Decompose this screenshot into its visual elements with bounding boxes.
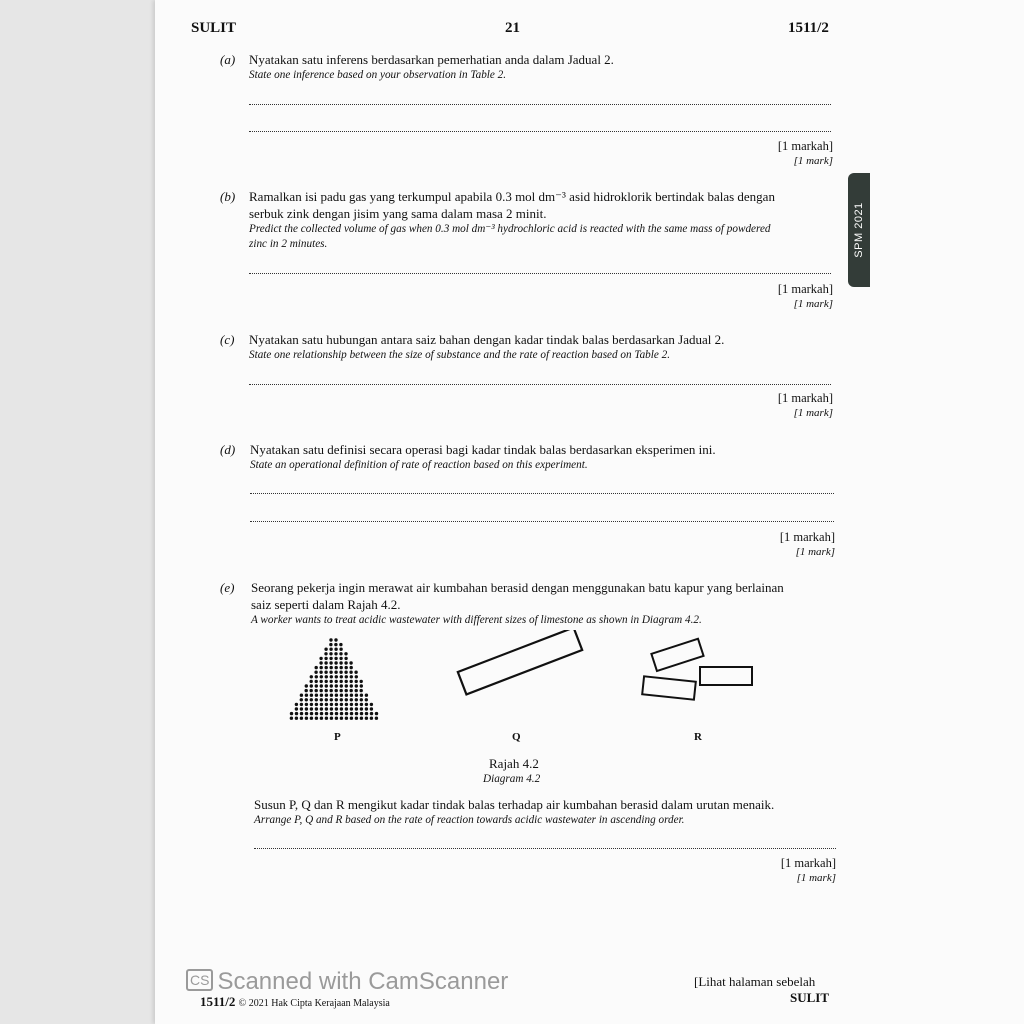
- powder-dot: [300, 717, 303, 720]
- powder-dot: [360, 689, 363, 692]
- powder-dot: [290, 712, 293, 715]
- question-d-label: (d): [220, 442, 236, 457]
- powder-dot: [305, 694, 308, 697]
- powder-dot: [310, 707, 313, 710]
- question-b-text-1: Ramalkan isi padu gas yang terkumpul apabila 0.3 mol dm⁻³ asid hidroklorik bertindak balas dengan: [249, 189, 775, 204]
- question-e-task: Susun P, Q dan R mengikut kadar tindak balas terhadap air kumbahan berasid dalam urutan menaik.: [254, 797, 775, 812]
- powder-dot: [339, 657, 342, 660]
- powder-dot: [330, 703, 333, 706]
- question-d-text: Nyatakan satu definisi secara operasi bagi kadar tindak balas berdasarkan eksperimen ini.: [250, 442, 716, 457]
- powder-dot: [310, 694, 313, 697]
- question-b-label: (b): [220, 189, 236, 204]
- powder-dot: [355, 680, 358, 683]
- question-b-english-1: Predict the collected volume of gas when 0.3 mol dm⁻³ hydrochloric acid is reacted with the same mass of powdered: [249, 223, 771, 235]
- powder-dot: [344, 657, 347, 660]
- header-page-number: 21: [505, 20, 520, 36]
- answer-line[interactable]: [249, 131, 831, 132]
- question-c-label: (c): [220, 332, 235, 347]
- powder-dot: [335, 684, 338, 687]
- powder-dot: [320, 698, 323, 701]
- powder-dot: [314, 671, 317, 674]
- powder-dot: [335, 717, 338, 720]
- powder-dot: [325, 698, 328, 701]
- powder-dot: [335, 712, 338, 715]
- powder-dot: [355, 689, 358, 692]
- powder-dot: [345, 717, 348, 720]
- powder-dot: [315, 680, 318, 683]
- powder-dot: [320, 680, 323, 683]
- powder-dot: [340, 689, 343, 692]
- question-d-marks: [1 markah] [1 mark]: [779, 530, 835, 558]
- powder-dot: [345, 703, 348, 706]
- powder-dot: [329, 648, 332, 651]
- powder-dot: [339, 652, 342, 655]
- powder-dot: [329, 671, 332, 674]
- powder-dot: [310, 712, 313, 715]
- powder-dot: [350, 698, 353, 701]
- powder-dot: [340, 707, 343, 710]
- powder-dot: [360, 703, 363, 706]
- powder-dot: [320, 712, 323, 715]
- powder-dot: [305, 717, 308, 720]
- powder-dot: [355, 712, 358, 715]
- powder-dot: [295, 707, 298, 710]
- powder-dot: [360, 698, 363, 701]
- header-paper-code: 1511/2: [788, 20, 829, 36]
- answer-line[interactable]: [249, 273, 831, 274]
- question-b-english-2: zinc in 2 minutes.: [249, 238, 328, 250]
- powder-dot: [355, 707, 358, 710]
- question-d-english: State an operational definition of rate of reaction based on this experiment.: [250, 459, 588, 471]
- powder-dot: [305, 703, 308, 706]
- powder-dot: [334, 671, 337, 674]
- footer-copyright: 1511/2 © 2021 Hak Cipta Kerajaan Malaysia: [200, 994, 390, 1009]
- powder-dot: [315, 712, 318, 715]
- footer-sulit: SULIT: [790, 990, 830, 1005]
- question-b-text-2: serbuk zink dengan jisim yang sama dalam masa 2 minit.: [249, 206, 547, 221]
- powder-dot: [335, 680, 338, 683]
- powder-dot: [340, 680, 343, 683]
- powder-dot: [365, 698, 368, 701]
- powder-dot: [340, 717, 343, 720]
- powder-dot: [325, 694, 328, 697]
- powder-dot: [339, 648, 342, 651]
- powder-dot: [330, 684, 333, 687]
- powder-dot: [375, 717, 378, 720]
- powder-dot: [310, 684, 313, 687]
- powder-dot: [350, 666, 353, 669]
- powder-dot: [345, 675, 348, 678]
- powder-dot: [310, 675, 313, 678]
- powder-dot: [345, 684, 348, 687]
- powder-dot: [349, 661, 352, 664]
- powder-dot: [325, 680, 328, 683]
- powder-dot: [315, 684, 318, 687]
- camscanner-logo: CS: [186, 969, 213, 991]
- powder-dot: [300, 694, 303, 697]
- limestone-block-q: [458, 630, 582, 694]
- powder-dot: [350, 689, 353, 692]
- powder-dot: [334, 638, 337, 641]
- powder-dot: [335, 689, 338, 692]
- question-e-text-1: Seorang pekerja ingin merawat air kumbahan berasid dengan menggunakan batu kapur yang berlainan: [251, 580, 784, 595]
- label-p: P: [334, 731, 341, 743]
- powder-dot: [300, 712, 303, 715]
- question-b-marks: [1 markah] [1 mark]: [777, 282, 833, 310]
- question-e-label: (e): [220, 580, 235, 595]
- powder-dot: [334, 643, 337, 646]
- answer-line[interactable]: [249, 384, 831, 385]
- powder-dot: [334, 648, 337, 651]
- question-e-marks: [1 markah] [1 mark]: [780, 856, 836, 884]
- powder-dot: [325, 707, 328, 710]
- powder-dot: [355, 684, 358, 687]
- powder-dot: [320, 684, 323, 687]
- powder-dot: [335, 703, 338, 706]
- header-sulit: SULIT: [191, 20, 237, 36]
- powder-dot: [305, 698, 308, 701]
- powder-dot: [325, 717, 328, 720]
- powder-dot: [300, 698, 303, 701]
- powder-dot: [324, 671, 327, 674]
- powder-dot: [355, 694, 358, 697]
- powder-dot: [345, 694, 348, 697]
- powder-dot: [350, 675, 353, 678]
- powder-dot: [315, 694, 318, 697]
- powder-dot: [360, 694, 363, 697]
- powder-dot: [340, 698, 343, 701]
- powder-dot: [320, 707, 323, 710]
- powder-dot: [335, 694, 338, 697]
- powder-dot: [330, 689, 333, 692]
- question-a-marks: [1 markah] [1 mark]: [777, 139, 833, 167]
- powder-dot: [319, 657, 322, 660]
- answer-line[interactable]: [250, 493, 834, 494]
- powder-dot: [360, 707, 363, 710]
- powder-dot: [320, 694, 323, 697]
- powder-dot: [344, 652, 347, 655]
- powder-dot: [355, 698, 358, 701]
- powder-dot: [349, 671, 352, 674]
- powder-dot: [370, 703, 373, 706]
- powder-dot: [315, 703, 318, 706]
- side-tab-label: SPM 2021: [853, 202, 865, 258]
- powder-dot: [305, 712, 308, 715]
- diagram-4-2: [280, 630, 780, 745]
- powder-dot: [344, 661, 347, 664]
- powder-dot: [320, 689, 323, 692]
- limestone-chips-r: [642, 639, 752, 700]
- powder-dot: [339, 661, 342, 664]
- powder-dot: [335, 675, 338, 678]
- exam-page: [155, 0, 1024, 1024]
- diagram-caption-english: Diagram 4.2: [483, 773, 541, 785]
- question-e-text-2: saiz seperti dalam Rajah 4.2.: [251, 597, 401, 612]
- powder-dot: [319, 661, 322, 664]
- powder-dot: [334, 652, 337, 655]
- powder-dot: [335, 666, 338, 669]
- camscanner-watermark: CS Scanned with CamScanner: [186, 968, 508, 996]
- powder-dot: [320, 666, 323, 669]
- limestone-powder-p: [290, 638, 379, 720]
- powder-dot: [324, 648, 327, 651]
- powder-dot: [370, 717, 373, 720]
- powder-dot: [325, 703, 328, 706]
- powder-dot: [324, 652, 327, 655]
- powder-dot: [340, 703, 343, 706]
- powder-dot: [365, 707, 368, 710]
- question-e-task-english: Arrange P, Q and R based on the rate of reaction towards acidic wastewater in ascending order.: [254, 814, 685, 826]
- label-r: R: [694, 731, 702, 743]
- powder-dot: [334, 657, 337, 660]
- powder-dot: [325, 712, 328, 715]
- powder-dot: [330, 698, 333, 701]
- powder-dot: [315, 707, 318, 710]
- powder-dot: [365, 712, 368, 715]
- powder-dot: [315, 698, 318, 701]
- powder-dot: [325, 689, 328, 692]
- powder-dot: [365, 694, 368, 697]
- powder-dot: [350, 694, 353, 697]
- powder-dot: [329, 652, 332, 655]
- powder-dot: [310, 717, 313, 720]
- question-e-english: A worker wants to treat acidic wastewater with different sizes of limestone as shown in Diagram 4.2.: [251, 614, 702, 626]
- side-tab: [848, 173, 870, 287]
- powder-dot: [325, 684, 328, 687]
- powder-dot: [300, 703, 303, 706]
- powder-dot: [315, 717, 318, 720]
- powder-dot: [315, 666, 318, 669]
- powder-dot: [340, 712, 343, 715]
- powder-dot: [295, 712, 298, 715]
- powder-dot: [350, 707, 353, 710]
- powder-dot: [330, 680, 333, 683]
- question-c-marks: [1 markah] [1 mark]: [777, 391, 833, 419]
- powder-dot: [355, 717, 358, 720]
- powder-dot: [345, 680, 348, 683]
- answer-line[interactable]: [254, 848, 836, 849]
- powder-dot: [375, 712, 378, 715]
- powder-dot: [330, 675, 333, 678]
- powder-dot: [325, 666, 328, 669]
- powder-dot: [310, 680, 313, 683]
- powder-dot: [330, 712, 333, 715]
- powder-dot: [315, 689, 318, 692]
- powder-dot: [370, 712, 373, 715]
- powder-dot: [350, 717, 353, 720]
- powder-dot: [345, 666, 348, 669]
- footer-next-page: [Lihat halaman sebelah: [694, 974, 816, 989]
- powder-dot: [310, 698, 313, 701]
- powder-dot: [310, 703, 313, 706]
- powder-dot: [310, 689, 313, 692]
- powder-dot: [360, 684, 363, 687]
- powder-dot: [300, 707, 303, 710]
- powder-dot: [345, 698, 348, 701]
- powder-dot: [339, 671, 342, 674]
- powder-dot: [295, 703, 298, 706]
- powder-dot: [330, 666, 333, 669]
- powder-dot: [305, 689, 308, 692]
- powder-dot: [345, 712, 348, 715]
- powder-dot: [350, 712, 353, 715]
- powder-dot: [354, 671, 357, 674]
- powder-dot: [350, 703, 353, 706]
- powder-dot: [344, 671, 347, 674]
- powder-dot: [350, 684, 353, 687]
- powder-dot: [350, 680, 353, 683]
- powder-dot: [305, 684, 308, 687]
- powder-dot: [315, 675, 318, 678]
- answer-line[interactable]: [249, 104, 831, 105]
- powder-dot: [355, 675, 358, 678]
- powder-dot: [324, 661, 327, 664]
- powder-dot: [339, 643, 342, 646]
- powder-dot: [329, 661, 332, 664]
- powder-dot: [360, 712, 363, 715]
- question-a-text: Nyatakan satu inferens berdasarkan pemerhatian anda dalam Jadual 2.: [249, 52, 614, 67]
- powder-dot: [340, 675, 343, 678]
- powder-dot: [320, 675, 323, 678]
- powder-dot: [370, 707, 373, 710]
- powder-dot: [340, 666, 343, 669]
- powder-dot: [295, 717, 298, 720]
- powder-dot: [345, 707, 348, 710]
- powder-dot: [290, 717, 293, 720]
- label-q: Q: [512, 731, 521, 743]
- powder-dot: [320, 717, 323, 720]
- powder-dot: [335, 698, 338, 701]
- powder-dot: [320, 703, 323, 706]
- question-c-text: Nyatakan satu hubungan antara saiz bahan dengan kadar tindak balas berdasarkan Jadual 2.: [249, 332, 725, 347]
- question-a-label: (a): [220, 52, 236, 67]
- powder-dot: [365, 717, 368, 720]
- powder-dot: [355, 703, 358, 706]
- question-a-english: State one inference based on your observation in Table 2.: [249, 69, 507, 81]
- powder-dot: [329, 638, 332, 641]
- powder-dot: [340, 694, 343, 697]
- powder-dot: [335, 707, 338, 710]
- powder-dot: [360, 680, 363, 683]
- diagram-caption: Rajah 4.2: [489, 756, 539, 771]
- powder-dot: [305, 707, 308, 710]
- question-c-english: State one relationship between the size of substance and the rate of reaction based on Table 2.: [249, 349, 671, 361]
- powder-dot: [345, 689, 348, 692]
- powder-dot: [325, 675, 328, 678]
- powder-dot: [319, 671, 322, 674]
- powder-dot: [340, 684, 343, 687]
- powder-dot: [330, 694, 333, 697]
- powder-dot: [330, 717, 333, 720]
- powder-dot: [324, 657, 327, 660]
- powder-dot: [330, 707, 333, 710]
- powder-dot: [360, 717, 363, 720]
- powder-dot: [329, 657, 332, 660]
- powder-dot: [329, 643, 332, 646]
- powder-dot: [334, 661, 337, 664]
- answer-line[interactable]: [250, 521, 834, 522]
- powder-dot: [365, 703, 368, 706]
